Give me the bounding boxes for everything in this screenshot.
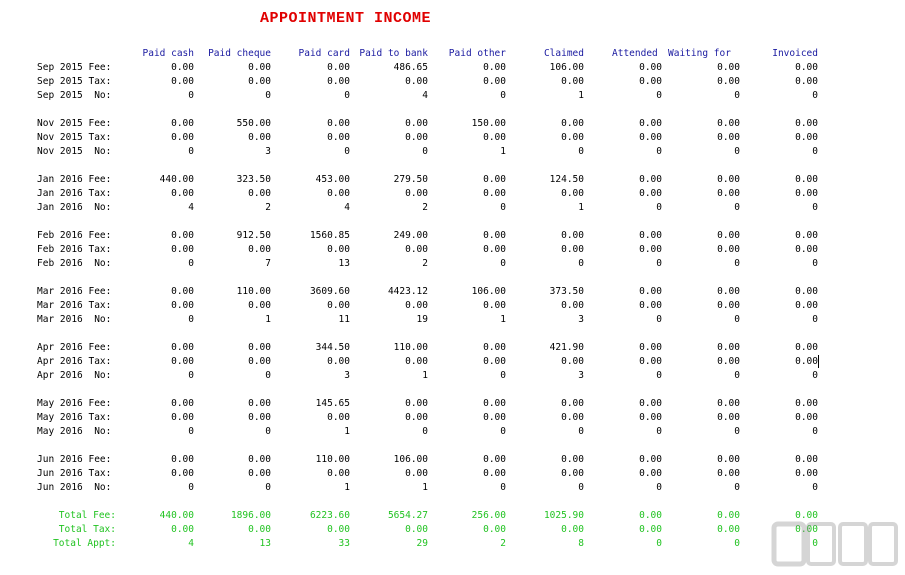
row-label: May 2016 Tax: [37,412,112,423]
report-title: APPOINTMENT INCOME [260,10,432,27]
table-cell: 0.00 [483,342,506,353]
total-cell: 0.00 [795,524,818,535]
table-cell: 110.00 [393,342,428,353]
table-cell: 0.00 [639,412,662,423]
row-label: Feb 2016 No: [37,258,112,269]
table-cell: 0.00 [405,468,428,479]
table-cell: 0 [188,314,194,325]
table-cell: 0 [656,370,662,381]
table-cell: 323.50 [236,174,271,185]
total-cell: 0.00 [171,524,194,535]
table-cell: 0.00 [248,132,271,143]
table-cell: 0.00 [327,62,350,73]
total-cell: 13 [259,538,271,549]
table-cell: 0 [578,258,584,269]
table-cell: 0.00 [639,76,662,87]
table-cell: 0.00 [248,62,271,73]
table-cell: 0.00 [639,132,662,143]
table-cell: 0.00 [717,342,740,353]
total-cell: 0.00 [717,510,740,521]
table-cell: 0.00 [795,454,818,465]
row-label: Nov 2015 Fee: [37,118,112,129]
table-cell: 0 [812,426,818,437]
table-cell: 0.00 [171,412,194,423]
table-cell: 0.00 [717,398,740,409]
total-cell: 0.00 [483,524,506,535]
table-cell: 0.00 [171,300,194,311]
table-cell: 1 [344,482,350,493]
table-cell: 0.00 [639,300,662,311]
table-cell: 3609.60 [309,286,350,297]
table-cell: 550.00 [236,118,271,129]
table-cell: 0.00 [171,468,194,479]
table-cell: 453.00 [315,174,350,185]
total-label: Total Appt: [53,538,116,549]
table-cell: 0.00 [483,412,506,423]
table-cell: 0.00 [561,300,584,311]
row-label: May 2016 Fee: [37,398,112,409]
table-cell: 0.00 [795,132,818,143]
column-header: Paid to bank [359,48,428,59]
table-cell: 0 [656,202,662,213]
table-cell: 0.00 [171,244,194,255]
table-cell: 0.00 [561,454,584,465]
table-cell: 0.00 [795,398,818,409]
table-cell: 0 [578,482,584,493]
table-cell: 3 [578,370,584,381]
table-cell: 0.00 [717,230,740,241]
table-cell: 0.00 [639,286,662,297]
row-label: Sep 2015 No: [37,90,112,101]
table-cell: 0.00 [405,398,428,409]
row-label: Apr 2016 Tax: [37,356,112,367]
table-cell: 0.00 [248,412,271,423]
table-cell: 0.00 [248,342,271,353]
table-cell: 0.00 [717,118,740,129]
table-cell: 0.00 [405,300,428,311]
total-cell: 1896.00 [230,510,271,521]
table-cell: 0.00 [795,286,818,297]
total-cell: 0.00 [639,524,662,535]
table-cell: 1 [500,146,506,157]
table-cell: 124.50 [549,174,584,185]
table-cell: 0.00 [717,174,740,185]
row-label: Feb 2016 Fee: [37,230,112,241]
column-header: Attended [612,48,658,59]
row-label: Jun 2016 Fee: [37,454,112,465]
total-cell: 0.00 [248,524,271,535]
column-header: Paid card [298,48,350,59]
table-cell: 0.00 [483,188,506,199]
table-cell: 0 [734,314,740,325]
row-label: Nov 2015 No: [37,146,112,157]
table-cell: 1 [422,370,428,381]
table-cell: 0 [656,90,662,101]
total-cell: 0 [734,538,740,549]
table-cell: 0 [188,426,194,437]
table-cell: 0 [812,202,818,213]
table-cell: 0.00 [171,342,194,353]
table-cell: 0.00 [639,356,662,367]
row-label: Feb 2016 Tax: [37,244,112,255]
total-label: Total Fee: [58,510,116,521]
table-cell: 0.00 [405,412,428,423]
table-cell: 0 [578,426,584,437]
table-cell: 0.00 [171,398,194,409]
table-cell: 0.00 [483,468,506,479]
table-cell: 0.00 [561,468,584,479]
table-cell: 0 [734,202,740,213]
table-cell: 2 [422,202,428,213]
table-cell: 0.00 [639,230,662,241]
table-cell: 486.65 [393,62,428,73]
table-cell: 19 [416,314,428,325]
table-cell: 0.00 [483,174,506,185]
table-cell: 0 [734,426,740,437]
row-label: Sep 2015 Fee: [37,62,112,73]
table-cell: 0.00 [795,468,818,479]
table-cell: 0.00 [483,132,506,143]
table-cell: 0.00 [171,62,194,73]
table-cell: 0 [812,314,818,325]
row-label: Jun 2016 No: [37,482,112,493]
table-cell: 912.50 [236,230,271,241]
table-cell: 145.65 [315,398,350,409]
table-cell: 0.00 [717,62,740,73]
table-cell: 0.00 [639,174,662,185]
table-cell: 0.00 [795,76,818,87]
column-header: Paid cash [142,48,194,59]
table-cell: 0 [422,146,428,157]
table-cell: 3 [344,370,350,381]
row-label: Nov 2015 Tax: [37,132,112,143]
table-cell: 344.50 [315,342,350,353]
table-cell: 0 [734,482,740,493]
table-cell: 0.00 [405,132,428,143]
total-cell: 0.00 [405,524,428,535]
total-cell: 8 [578,538,584,549]
table-cell: 0 [734,146,740,157]
row-label: Mar 2016 No: [37,314,112,325]
download-site-watermark-icon [770,518,900,572]
total-cell: 0.00 [327,524,350,535]
table-cell: 0 [265,90,271,101]
table-cell: 0.00 [639,188,662,199]
total-cell: 0 [656,538,662,549]
table-cell: 0.00 [327,244,350,255]
table-cell: 279.50 [393,174,428,185]
table-cell: 0.00 [717,244,740,255]
table-cell: 0.00 [717,412,740,423]
table-cell: 106.00 [549,62,584,73]
table-cell: 0 [734,90,740,101]
table-cell: 0.00 [405,356,428,367]
table-cell: 2 [265,202,271,213]
table-cell: 0.00 [483,398,506,409]
table-cell: 7 [265,258,271,269]
table-cell: 0.00 [717,188,740,199]
table-cell: 0 [188,90,194,101]
table-cell: 0.00 [561,118,584,129]
table-cell: 0.00 [561,132,584,143]
table-cell: 0 [656,426,662,437]
row-label: Apr 2016 No: [37,370,112,381]
table-cell: 0.00 [639,342,662,353]
table-cell: 106.00 [471,286,506,297]
table-cell: 1 [578,90,584,101]
table-cell: 0 [812,370,818,381]
table-cell: 0.00 [717,454,740,465]
total-cell: 0.00 [795,510,818,521]
total-cell: 6223.60 [309,510,350,521]
table-cell: 0.00 [717,76,740,87]
table-cell: 0.00 [327,468,350,479]
table-cell: 0.00 [639,468,662,479]
table-cell: 0.00 [483,356,506,367]
table-cell: 421.90 [549,342,584,353]
table-cell: 0.00 [795,412,818,423]
table-cell: 0.00 [717,132,740,143]
table-cell: 1 [265,314,271,325]
table-cell: 0.00 [171,230,194,241]
total-cell: 33 [338,538,350,549]
table-cell: 110.00 [315,454,350,465]
column-header: Paid other [448,48,506,59]
table-cell: 0 [656,146,662,157]
table-cell: 0.00 [483,454,506,465]
table-cell: 0.00 [171,454,194,465]
table-cell: 0 [188,146,194,157]
table-cell: 0.00 [327,132,350,143]
table-cell: 3 [578,314,584,325]
row-label: Jan 2016 No: [37,202,112,213]
table-cell: 1 [422,482,428,493]
table-cell: 1 [500,314,506,325]
table-cell: 0 [734,370,740,381]
table-cell: 0.00 [248,356,271,367]
row-label: May 2016 No: [37,426,112,437]
table-cell: 0 [812,90,818,101]
table-cell: 1 [344,426,350,437]
table-cell: 0.00 [561,398,584,409]
row-label: Mar 2016 Fee: [37,286,112,297]
table-cell: 0.00 [639,454,662,465]
table-cell: 0.00 [171,118,194,129]
table-cell: 0.00 [327,188,350,199]
table-cell: 0.00 [248,188,271,199]
table-cell: 0.00 [405,76,428,87]
table-cell: 0.00 [717,286,740,297]
table-cell: 0 [812,146,818,157]
table-cell: 0.00 [795,188,818,199]
total-cell: 5654.27 [387,510,428,521]
table-cell: 106.00 [393,454,428,465]
table-cell: 0 [188,370,194,381]
row-label: Apr 2016 Fee: [37,342,112,353]
table-cell: 4 [344,202,350,213]
table-cell: 4423.12 [387,286,428,297]
table-cell: 0.00 [639,118,662,129]
row-label: Jan 2016 Fee: [37,174,112,185]
table-cell: 0.00 [248,76,271,87]
table-cell: 0.00 [561,76,584,87]
table-cell: 13 [338,258,350,269]
table-cell: 0.00 [405,118,428,129]
table-cell: 0.00 [561,230,584,241]
table-cell: 0.00 [327,356,350,367]
column-header: Waiting for [668,48,731,59]
table-cell: 0 [344,90,350,101]
total-cell: 440.00 [159,510,194,521]
table-cell: 0.00 [561,244,584,255]
table-cell: 0.00 [717,356,740,367]
table-cell: 0.00 [483,76,506,87]
table-cell: 0 [500,202,506,213]
table-cell: 1560.85 [309,230,350,241]
table-cell: 0 [500,482,506,493]
table-cell: 0.00 [795,230,818,241]
column-header: Invoiced [772,48,818,59]
table-cell: 0.00 [717,300,740,311]
table-cell: 0.00 [483,300,506,311]
table-cell: 0.00 [248,398,271,409]
table-cell: 0.00 [561,356,584,367]
table-cell: 0 [422,426,428,437]
table-cell: 0.00 [561,188,584,199]
table-cell: 0 [656,258,662,269]
row-label: Mar 2016 Tax: [37,300,112,311]
table-cell: 0.00 [171,132,194,143]
table-cell: 1 [578,202,584,213]
table-cell: 0.00 [171,286,194,297]
table-cell: 0.00 [483,230,506,241]
table-cell: 440.00 [159,174,194,185]
table-cell: 0.00 [483,62,506,73]
table-cell: 2 [422,258,428,269]
table-cell: 4 [422,90,428,101]
table-cell: 0.00 [639,62,662,73]
table-cell: 0.00 [639,398,662,409]
table-cell: 0 [812,258,818,269]
total-cell: 256.00 [471,510,506,521]
table-cell: 0 [265,482,271,493]
table-cell: 0.00 [639,244,662,255]
table-cell: 0.00 [248,244,271,255]
table-cell: 0 [734,258,740,269]
table-cell: 0.00 [483,244,506,255]
total-cell: 0.00 [639,510,662,521]
column-header: Paid cheque [208,48,271,59]
table-cell: 0 [500,426,506,437]
row-label: Sep 2015 Tax: [37,76,112,87]
total-cell: 2 [500,538,506,549]
table-cell: 0 [812,482,818,493]
table-cell: 0 [265,370,271,381]
table-cell: 0.00 [405,244,428,255]
table-cell: 0 [344,146,350,157]
table-cell: 3 [265,146,271,157]
table-cell: 0 [188,258,194,269]
table-cell: 0.00 [795,356,818,367]
table-cell: 0.00 [795,342,818,353]
table-cell: 0.00 [327,412,350,423]
total-cell: 0 [812,538,818,549]
table-cell: 4 [188,202,194,213]
total-label: Total Tax: [58,524,116,535]
table-cell: 0.00 [795,300,818,311]
table-cell: 0.00 [795,244,818,255]
table-cell: 0 [265,426,271,437]
table-cell: 0.00 [248,454,271,465]
table-cell: 0.00 [405,188,428,199]
table-cell: 0.00 [561,412,584,423]
table-cell: 0.00 [327,76,350,87]
column-header: Claimed [543,48,584,59]
table-cell: 0.00 [171,76,194,87]
table-cell: 0.00 [248,468,271,479]
table-cell: 0 [500,370,506,381]
text-cursor [818,355,819,368]
table-cell: 0.00 [171,356,194,367]
table-cell: 0.00 [171,188,194,199]
total-cell: 4 [188,538,194,549]
table-cell: 0 [188,482,194,493]
table-cell: 110.00 [236,286,271,297]
table-cell: 0.00 [795,118,818,129]
table-cell: 0 [656,314,662,325]
total-cell: 0.00 [717,524,740,535]
total-cell: 29 [416,538,428,549]
table-cell: 373.50 [549,286,584,297]
table-cell: 0.00 [795,174,818,185]
total-cell: 1025.90 [543,510,584,521]
table-cell: 0 [578,146,584,157]
table-cell: 150.00 [471,118,506,129]
total-cell: 0.00 [561,524,584,535]
table-cell: 0.00 [795,62,818,73]
row-label: Jun 2016 Tax: [37,468,112,479]
table-cell: 0 [500,258,506,269]
row-label: Jan 2016 Tax: [37,188,112,199]
table-cell: 249.00 [393,230,428,241]
table-cell: 0.00 [717,468,740,479]
table-cell: 0.00 [248,300,271,311]
table-cell: 0 [500,90,506,101]
table-cell: 0.00 [327,300,350,311]
table-cell: 0 [656,482,662,493]
table-cell: 11 [338,314,350,325]
table-cell: 0.00 [327,118,350,129]
